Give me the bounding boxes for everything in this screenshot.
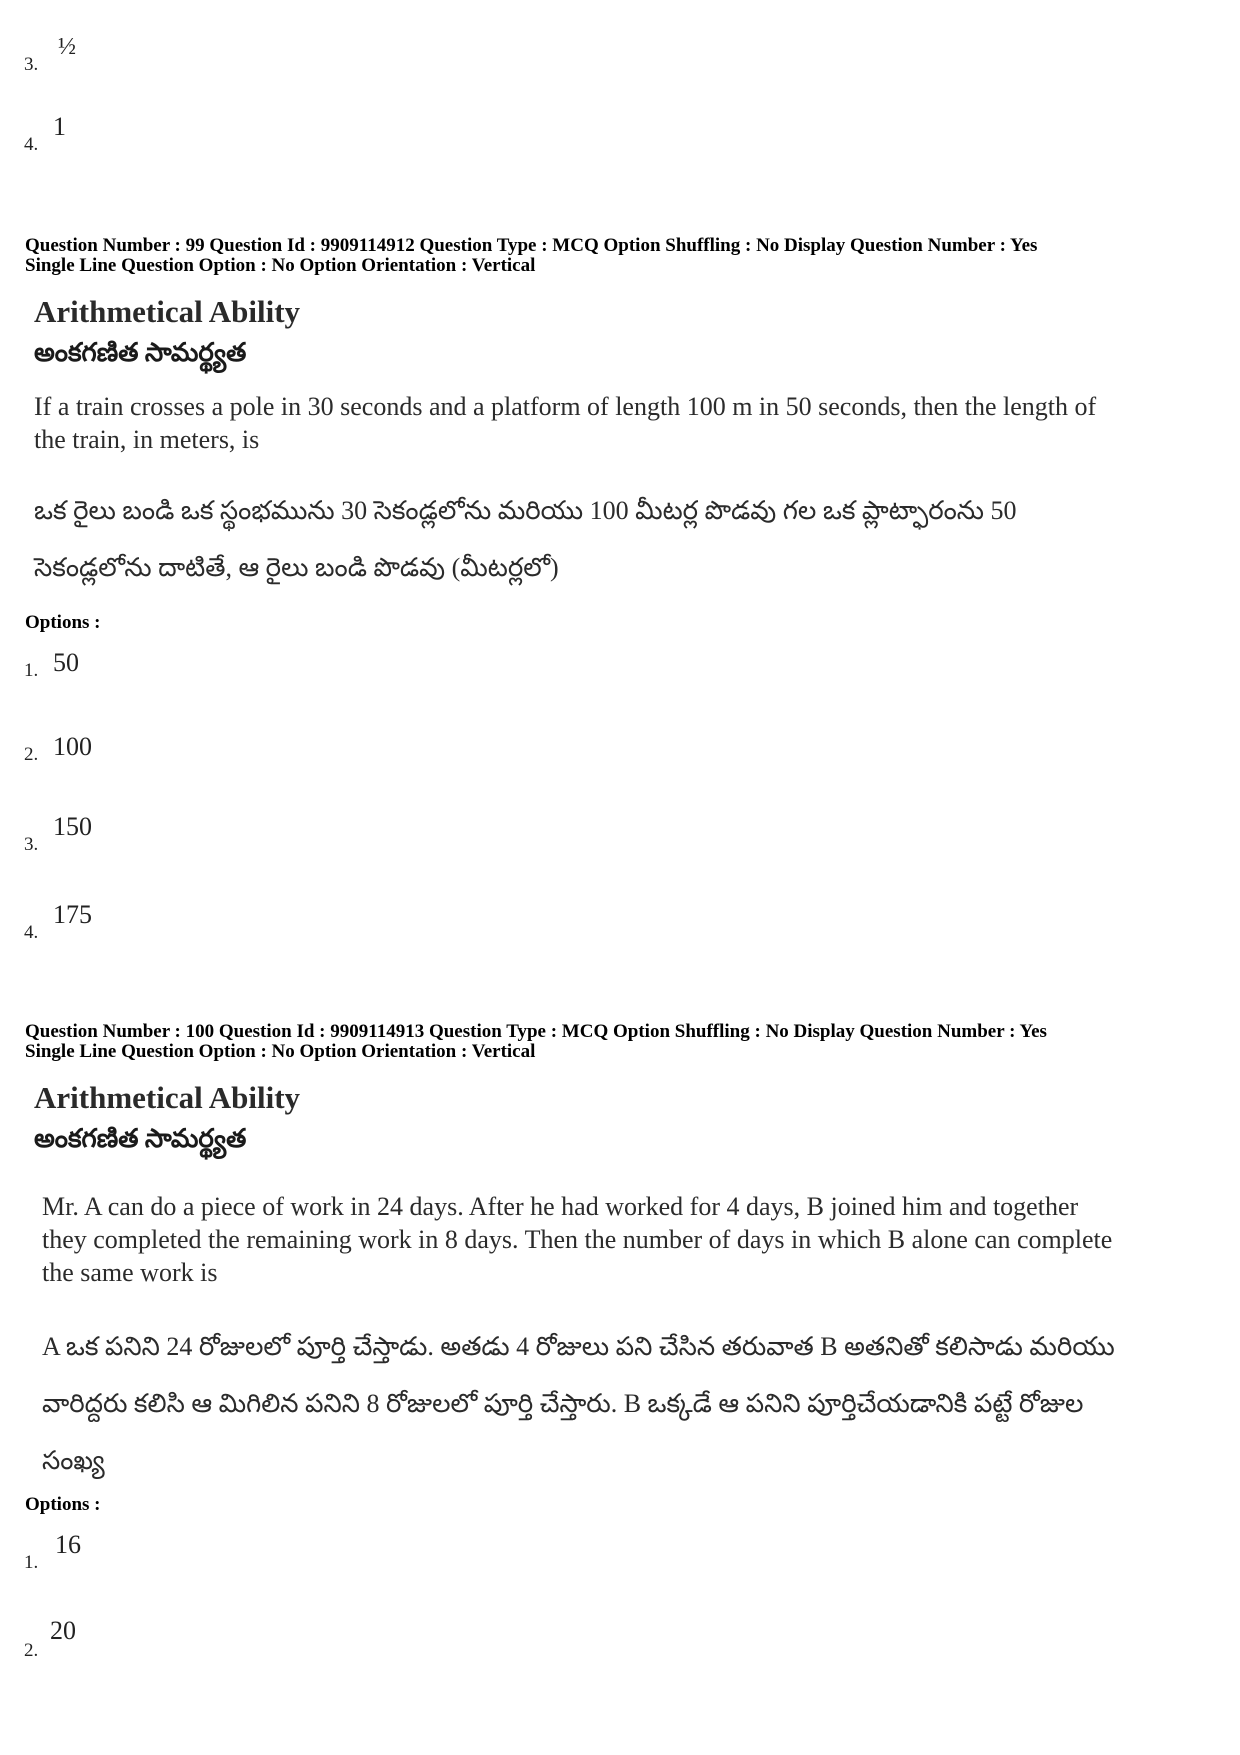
option-number: 2. [24, 1640, 39, 1661]
subject-title-english: Arithmetical Ability [34, 294, 301, 329]
question-meta-line1: Question Number : 99 Question Id : 9909114912 Question Type : MCQ Option Shuffling : No Display Question Number : Yes [25, 235, 1038, 256]
subject-title-telugu: అంకగణిత సామర్థ్యత [34, 1124, 247, 1153]
option-number: 3. [24, 834, 39, 855]
options-label: Options : [25, 1494, 101, 1515]
option-value: 1 [53, 112, 66, 141]
subject-title-english: Arithmetical Ability [34, 1080, 301, 1115]
option-value: 16 [55, 1530, 81, 1559]
question-meta-line1: Question Number : 100 Question Id : 9909114913 Question Type : MCQ Option Shuffling : No Display Question Number : Yes [25, 1021, 1047, 1042]
question-meta-line2: Single Line Question Option : No Option Orientation : Vertical [25, 255, 536, 276]
question-meta-line2: Single Line Question Option : No Option Orientation : Vertical [25, 1041, 536, 1062]
option-value: 150 [53, 812, 92, 841]
option-number: 4. [24, 922, 39, 943]
option-number: 2. [24, 744, 39, 765]
option-number: 1. [24, 1552, 39, 1573]
question-text-telugu: A ఒక పనిని 24 రోజులలో పూర్తి చేస్తాడు. అతడు 4 రోజులు పని చేసిన తరువాత B అతనితో కలిసాడు మరియు వారిద్దరు కలిసి ఆ మిగిలిన పనిని 8 రోజులలో పూర్తి చేస్తారు. B ఒక్కడే ఆ పనిని పూర్తిచేయడానికి పట్టే రోజుల సంఖ్య [42, 1332, 1115, 1475]
option-number: 3. [24, 54, 39, 75]
question-text-english: If a train crosses a pole in 30 seconds and a platform of length 100 m in 50 seconds, then the length of the train, in meters, is [34, 392, 1097, 454]
option-number: 4. [24, 134, 39, 155]
options-label: Options : [25, 612, 101, 633]
question-text-telugu: ఒక రైలు బండి ఒక స్థంభమును 30 సెకండ్లలోను మరియు 100 మీటర్ల పొడవు గల ఒక ప్లాట్ఫారంను 50 సెకండ్లలోను దాటితే, ఆ రైలు బండి పొడవు (మీటర్లలో) [34, 496, 1017, 582]
option-value: 50 [53, 648, 79, 677]
option-value: 100 [53, 732, 92, 761]
option-number: 1. [24, 660, 39, 681]
subject-title-telugu: అంకగణిత సామర్థ్యత [34, 338, 247, 367]
question-text-english: Mr. A can do a piece of work in 24 days. After he had worked for 4 days, B joined him and together they completed the remaining work in 8 days. Then the number of days in which B alone can complete the same work is [42, 1192, 1113, 1287]
option-value: ½ [58, 34, 76, 60]
option-value: 20 [50, 1616, 76, 1645]
option-value: 175 [53, 900, 92, 929]
